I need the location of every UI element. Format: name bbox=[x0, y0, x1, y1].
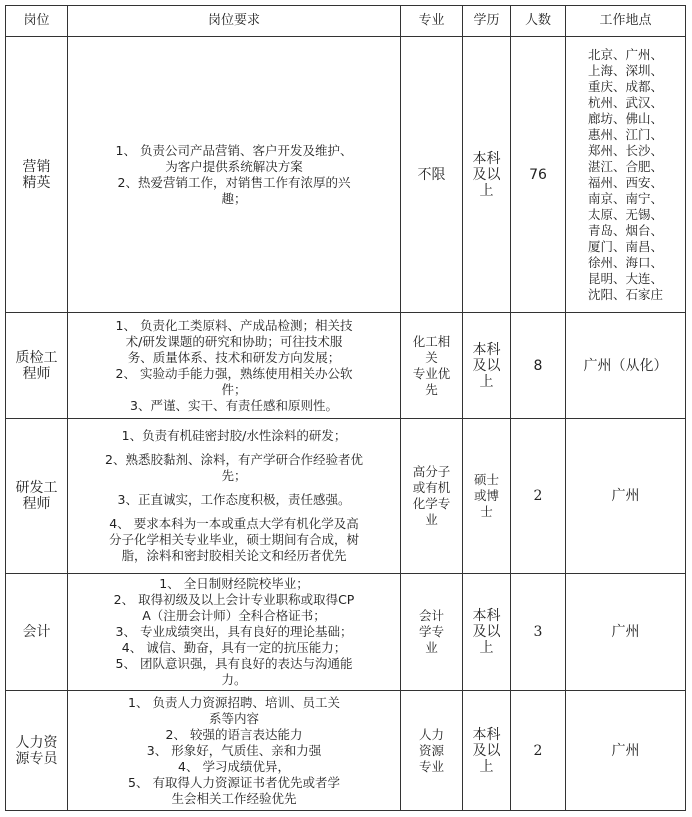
requirements-cell: 1、 负责化工类原料、产成品检测；相关技 术/研发课题的研究和协助；可往技术服 务、质量体系、技术和研发方向发展； 2、 实验动手能力强，熟练使用相关办公软 件； 3、严谨、实干、有责任感和原则性。 bbox=[68, 313, 401, 419]
education-cell: 本科 及以 上 bbox=[463, 37, 511, 313]
header-row bbox=[6, 6, 686, 37]
header-education: 学历 bbox=[463, 6, 511, 37]
position-cell: 会计 bbox=[6, 574, 68, 691]
education-cell: 本科 及以 上 bbox=[463, 574, 511, 691]
position-cell: 人力资 源专员 bbox=[6, 691, 68, 811]
requirements-cell: 1、 全日制财经院校毕业； 2、 取得初级及以上会计专业职称或取得CP A（注册会计师）全科合格证书； 3、 专业成绩突出，具有良好的理论基础； 4、 诚信、勤奋，具有一定的抗压能力； 5、 团队意识强，具有良好的表达与沟通能 力。 bbox=[68, 574, 401, 691]
location-cell: 广州（从化） bbox=[566, 313, 686, 419]
major-cell: 人力 资源 专业 bbox=[401, 691, 463, 811]
header-position: 岗位 bbox=[6, 6, 68, 37]
major-cell: 化工相 关 专业优 先 bbox=[401, 313, 463, 419]
major-cell: 不限 bbox=[401, 37, 463, 313]
count-cell: 76 bbox=[511, 37, 566, 313]
education-cell: 硕士 或博 士 bbox=[463, 419, 511, 574]
job-table bbox=[5, 5, 686, 811]
position-cell: 质检工 程师 bbox=[6, 313, 68, 419]
count-cell: 8 bbox=[511, 313, 566, 419]
education-cell: 本科 及以 上 bbox=[463, 691, 511, 811]
table-row bbox=[6, 691, 686, 811]
table-row bbox=[6, 313, 686, 419]
count-cell: 2 bbox=[511, 691, 566, 811]
header-requirements: 岗位要求 bbox=[68, 6, 401, 37]
table-row bbox=[6, 574, 686, 691]
position-cell: 营销 精英 bbox=[6, 37, 68, 313]
location-cell: 广州 bbox=[566, 419, 686, 574]
header-count: 人数 bbox=[511, 6, 566, 37]
table-row bbox=[6, 419, 686, 574]
location-cell: 广州 bbox=[566, 574, 686, 691]
count-cell: 3 bbox=[511, 574, 566, 691]
major-cell: 高分子 或有机 化学专 业 bbox=[401, 419, 463, 574]
requirements-cell: 1、 负责公司产品营销、客户开发及维护、 为客户提供系统解决方案 2、热爱营销工作，对销售工作有浓厚的兴 趣； bbox=[68, 37, 401, 313]
education-cell: 本科 及以 上 bbox=[463, 313, 511, 419]
requirements-cell: 1、负责有机硅密封胶/水性涂料的研发； 2、熟悉胶黏剂、涂料，有产学研合作经验者优 先； 3、正直诚实，工作态度积极，责任感强。 4、 要求本科为一本或重点大学有机化学及高 分子化学相关专业毕业，硕士期间有合成，树 脂，涂料和密封胶相关论文和经历者优先 bbox=[68, 419, 401, 574]
position-cell: 研发工 程师 bbox=[6, 419, 68, 574]
header-location: 工作地点 bbox=[566, 6, 686, 37]
major-cell: 会计 学专 业 bbox=[401, 574, 463, 691]
header-major: 专业 bbox=[401, 6, 463, 37]
count-cell: 2 bbox=[511, 419, 566, 574]
requirements-cell: 1、 负责人力资源招聘、培训、员工关 系等内容 2、 较强的语言表达能力 3、 形象好，气质佳、亲和力强 4、 学习成绩优异， 5、 有取得人力资源证书者优先或者学 生会相关工作经验优先 bbox=[68, 691, 401, 811]
table-row bbox=[6, 37, 686, 313]
location-cell: 北京、广州、 上海、深圳、 重庆、成都、 杭州、武汉、 廊坊、佛山、 惠州、江门、 郑州、长沙、 湛江、合肥、 福州、西安、 南京、南宁、 太原、无锡、 青岛、烟台、 厦门、南昌、 徐州、海口、 昆明、大连、 沈阳、石家庄 bbox=[566, 37, 686, 313]
location-cell: 广州 bbox=[566, 691, 686, 811]
